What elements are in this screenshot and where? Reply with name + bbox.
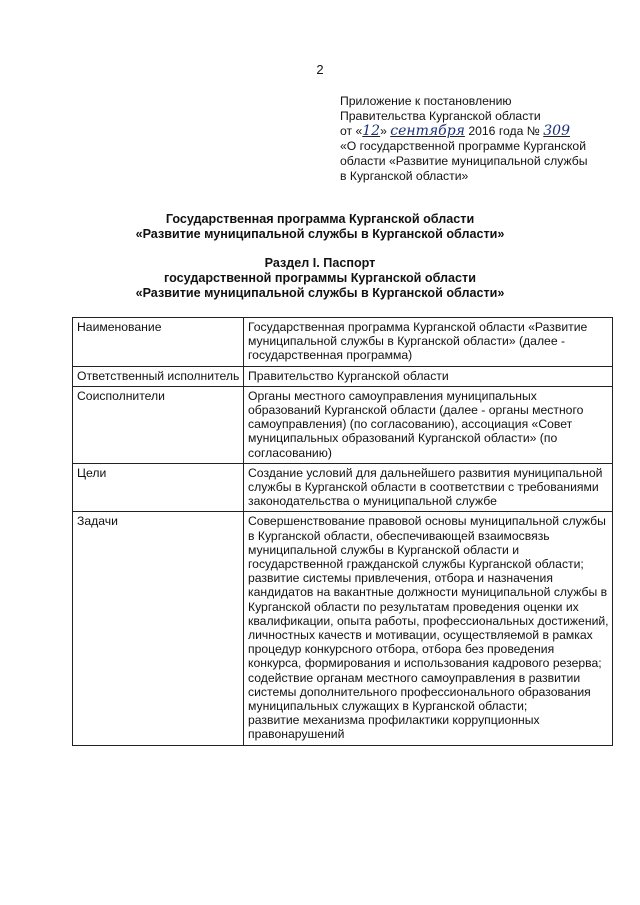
section-title-line: Раздел I. Паспорт <box>264 256 376 270</box>
task-item: развитие системы привлечения, отбора и назначения кандидатов на вакантные должности муниципальной службы в Курганской области по результатам проведения оценки их квалификации, опыта работы, профессиональных достижений, личностных качеств и мотивации, осуществляемой в рамках процедур конкурсного отбора, отбора без проведения конкурса, формирования и использования кадрового резерва; <box>248 571 609 671</box>
row-value: Создание условий для дальнейшего развития муниципальной службы в Курганской области в соответствии с требованиями законодательства о муниципальной службе <box>244 463 613 512</box>
section-title <box>0 256 640 301</box>
date-mid: » <box>380 124 391 138</box>
appendix-line: области «Развитие муниципальной службы <box>340 154 588 168</box>
table-row <box>73 366 613 386</box>
page-number: 2 <box>316 62 324 77</box>
appendix-line: «О государственной программе Курганской <box>340 139 587 153</box>
program-title-line: «Развитие муниципальной службы в Курганской области» <box>135 227 505 241</box>
section-title-line: государственной программы Курганской области <box>164 271 476 285</box>
handwritten-day: 12 <box>362 123 381 139</box>
row-value: Правительство Курганской области <box>244 366 613 386</box>
table-row <box>73 463 613 512</box>
appendix-line: в Курганской области» <box>340 169 469 183</box>
passport-table <box>72 317 613 746</box>
row-label: Соисполнители <box>73 386 244 463</box>
row-value <box>244 512 613 745</box>
appendix-header <box>340 94 620 184</box>
row-value: Государственная программа Курганской области «Развитие муниципальной службы в Курганской области» (далее - государственная программа) <box>244 318 613 367</box>
task-item: содействие органам местного самоуправления в развитии системы дополнительного профессионального образования муниципальных служащих в Курганской области; <box>248 670 591 714</box>
handwritten-month: сентября <box>390 123 465 139</box>
appendix-line: Правительства Курганской области <box>340 109 541 123</box>
row-label: Ответственный исполнитель <box>73 366 244 386</box>
row-label: Задачи <box>73 512 244 745</box>
appendix-date-line <box>340 124 620 139</box>
date-prefix: от « <box>340 124 363 138</box>
table-row <box>73 512 613 745</box>
task-item: Совершенствование правовой основы муниципальной службы в Курганской области, обеспечивающей взаимосвязь муниципальной службы в Курганской области и государственной гражданской службы Курганской области; <box>248 514 606 572</box>
row-value: Органы местного самоуправления муниципальных образований Курганской области (далее - органы местного самоуправления) (по согласованию), ассоциация «Совет муниципальных образований Курганской области» (по согласованию) <box>244 386 613 463</box>
row-label: Цели <box>73 463 244 512</box>
table-row <box>73 318 613 367</box>
section-title-line: «Развитие муниципальной службы в Курганской области» <box>135 286 505 300</box>
row-label: Наименование <box>73 318 244 367</box>
program-title <box>0 212 640 242</box>
task-item: развитие механизма профилактики коррупционных правонарушений <box>248 713 540 742</box>
table-row <box>73 386 613 463</box>
handwritten-doc-number: 309 <box>543 123 570 139</box>
program-title-line: Государственная программа Курганской области <box>165 212 475 226</box>
date-suffix: 2016 года № <box>464 124 544 138</box>
appendix-line: Приложение к постановлению <box>340 94 512 108</box>
